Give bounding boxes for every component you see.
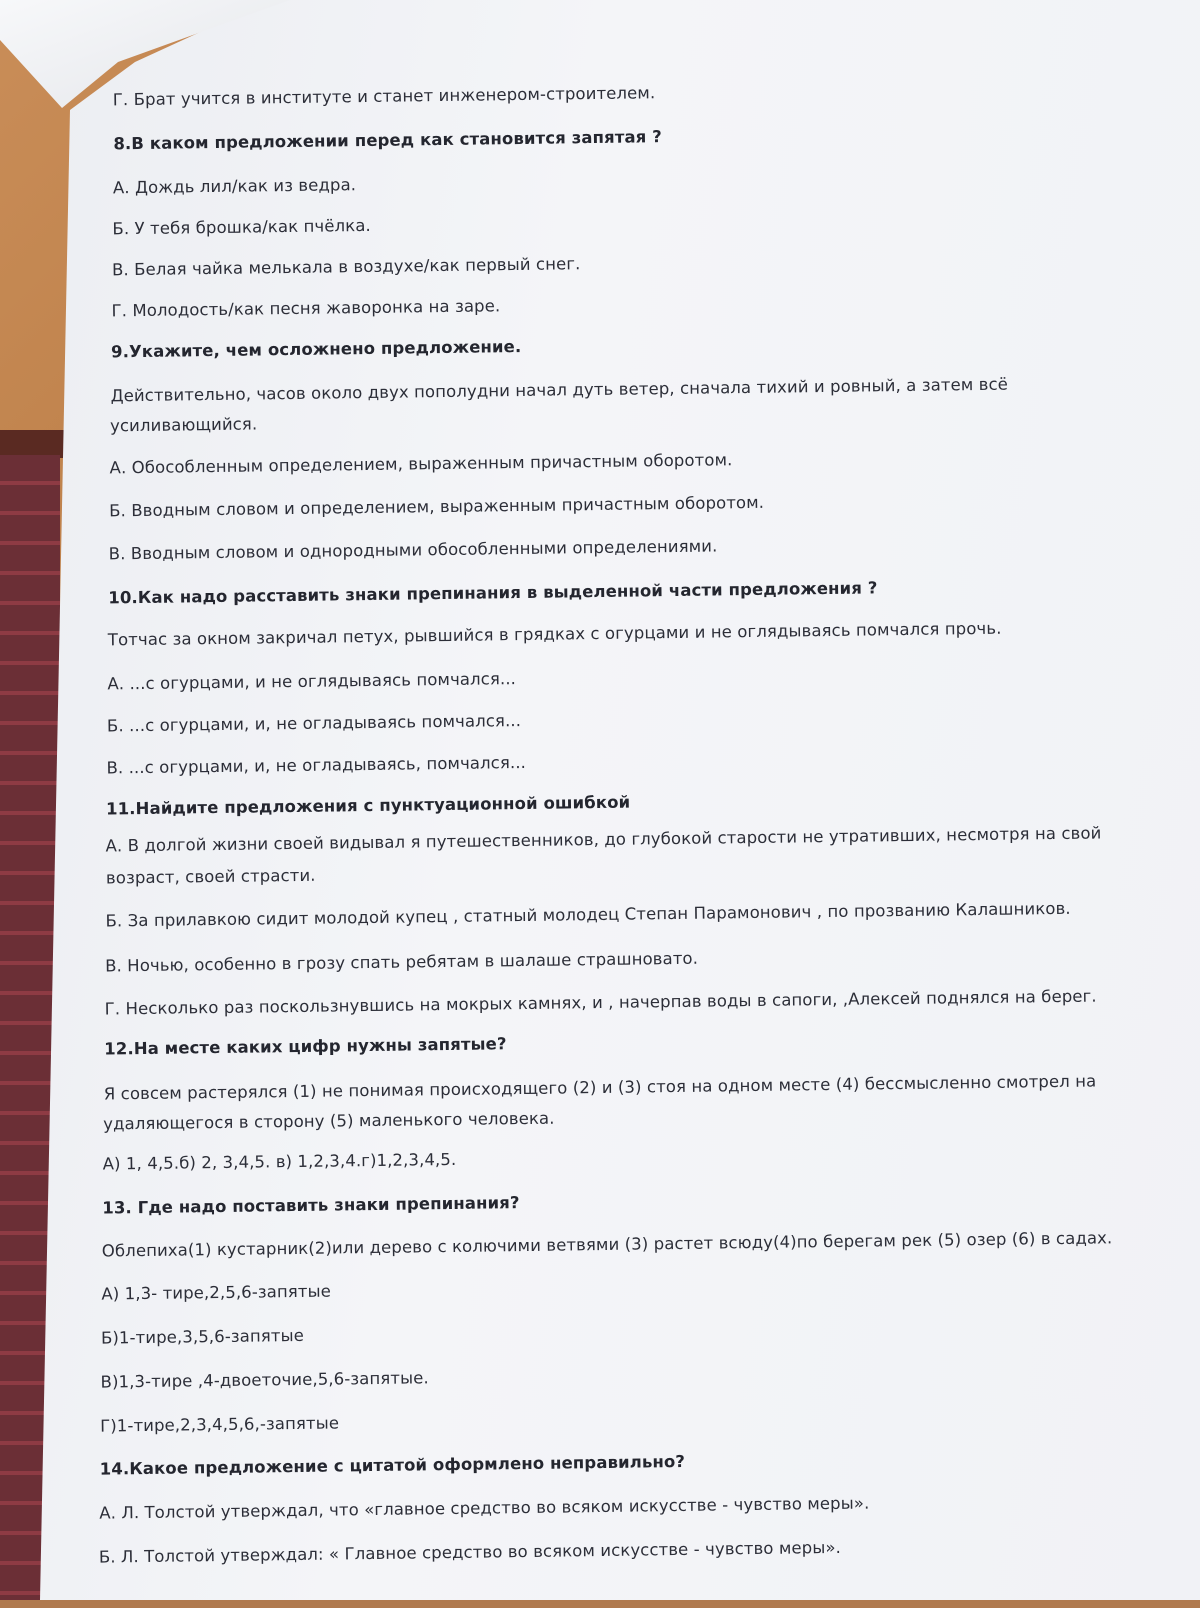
option-14a: А. Л. Толстой утверждал, что «главное средство во всяком искусстве - чувство меры». bbox=[99, 1493, 870, 1523]
sentence-10: Тотчас за окном закричал петух, рывшийся в грядках с огурцами и не оглядываясь помчался прочь. bbox=[107, 618, 1002, 650]
sentence-13: Облепиха(1) кустарник(2)или дерево с колючими ветвями (3) растет всюду(4)по берегам рек (5) озер (6) в садах. bbox=[101, 1228, 1113, 1261]
question-9: 9.Укажите, чем осложнено предложение. bbox=[110, 336, 522, 362]
option-9c: В. Вводным словом и однородными обособленными определениями. bbox=[108, 536, 718, 564]
option-11d: Г. Несколько раз поскользнувшись на мокрых камнях, и , начерпав воды в сапоги, ,Алексей поднялся на берег. bbox=[104, 986, 1097, 1019]
sentence-12-line2: удаляющегося в сторону (5) маленького человека. bbox=[103, 1108, 555, 1134]
option-10b: Б. ...с огурцами, и, не огладываясь помчался... bbox=[106, 711, 522, 736]
option-10c: В. ...с огурцами, и, не огладываясь, помчался... bbox=[106, 752, 527, 778]
option-8a: А. Дождь лил/как из ведра. bbox=[112, 175, 357, 198]
option-13d: Г)1-тире,2,3,4,5,6,-запятые bbox=[100, 1413, 340, 1436]
question-8: 8.В каком предложении перед как становится запятая ? bbox=[113, 127, 663, 154]
question-13: 13. Где надо поставить знаки препинания? bbox=[102, 1193, 520, 1218]
option-9b: Б. Вводным словом и определением, выраженным причастным оборотом. bbox=[109, 492, 765, 521]
option-13c: В)1,3-тире ,4-двоеточие,5,6-запятые. bbox=[100, 1368, 429, 1392]
sentence-12-line1: Я совсем растерялся (1) не понимая происходящего (2) и (3) стоя на одном месте (4) бессмысленно смотрел на bbox=[103, 1071, 1097, 1104]
question-14: 14.Какое предложение с цитатой оформлено неправильно? bbox=[99, 1451, 686, 1479]
question-11: 11.Найдите предложения с пунктуационной ошибкой bbox=[105, 792, 631, 819]
sentence-9-line2: усиливающийся. bbox=[109, 414, 258, 436]
option-11a-line1: А. В долгой жизни своей видывал я путешественников, до глубокой старости не утративших, несмотря на свой bbox=[105, 823, 1102, 856]
option-8b: Б. У тебя брошка/как пчёлка. bbox=[112, 215, 371, 239]
option-13b: Б)1-тире,3,5,6-запятые bbox=[100, 1325, 305, 1348]
option-11a-line2: возраст, своей страсти. bbox=[105, 865, 316, 888]
option-11c: В. Ночью, особенно в грозу спать ребятам в шалаше страшновато. bbox=[105, 948, 699, 976]
option-8c: В. Белая чайка мелькала в воздухе/как первый снег. bbox=[111, 254, 581, 280]
question-10: 10.Как надо расставить знаки препинания в выделенной части предложения ? bbox=[108, 578, 878, 608]
option-14b: Б. Л. Толстой утверждал: « Главное средство во всяком искусстве - чувство меры». bbox=[98, 1537, 842, 1567]
option-13a: А) 1,3- тире,2,5,6-запятые bbox=[101, 1281, 332, 1304]
line-01: Г. Брат учится в институте и станет инженером-строителем. bbox=[112, 83, 656, 110]
option-8d: Г. Молодость/как песня жаворонка на заре. bbox=[111, 296, 501, 321]
question-12: 12.На месте каких цифр нужны запятые? bbox=[104, 1034, 507, 1059]
sentence-9-line1: Действительно, часов около двух пополудни начал дуть ветер, сначала тихий и ровный, а затем всё bbox=[110, 374, 1009, 406]
option-9a: А. Обособленным определением, выраженным причастным оборотом. bbox=[109, 450, 733, 478]
option-10a: А. ...с огурцами, и не оглядываясь помчался... bbox=[107, 669, 517, 694]
options-12: А) 1, 4,5.б) 2, 3,4,5. в) 1,2,3,4.г)1,2,3,4,5. bbox=[102, 1149, 457, 1174]
option-11b: Б. За прилавкою сидит молодой купец , статный молодец Степан Парамонович , по прозванию Калашников. bbox=[105, 898, 1071, 931]
